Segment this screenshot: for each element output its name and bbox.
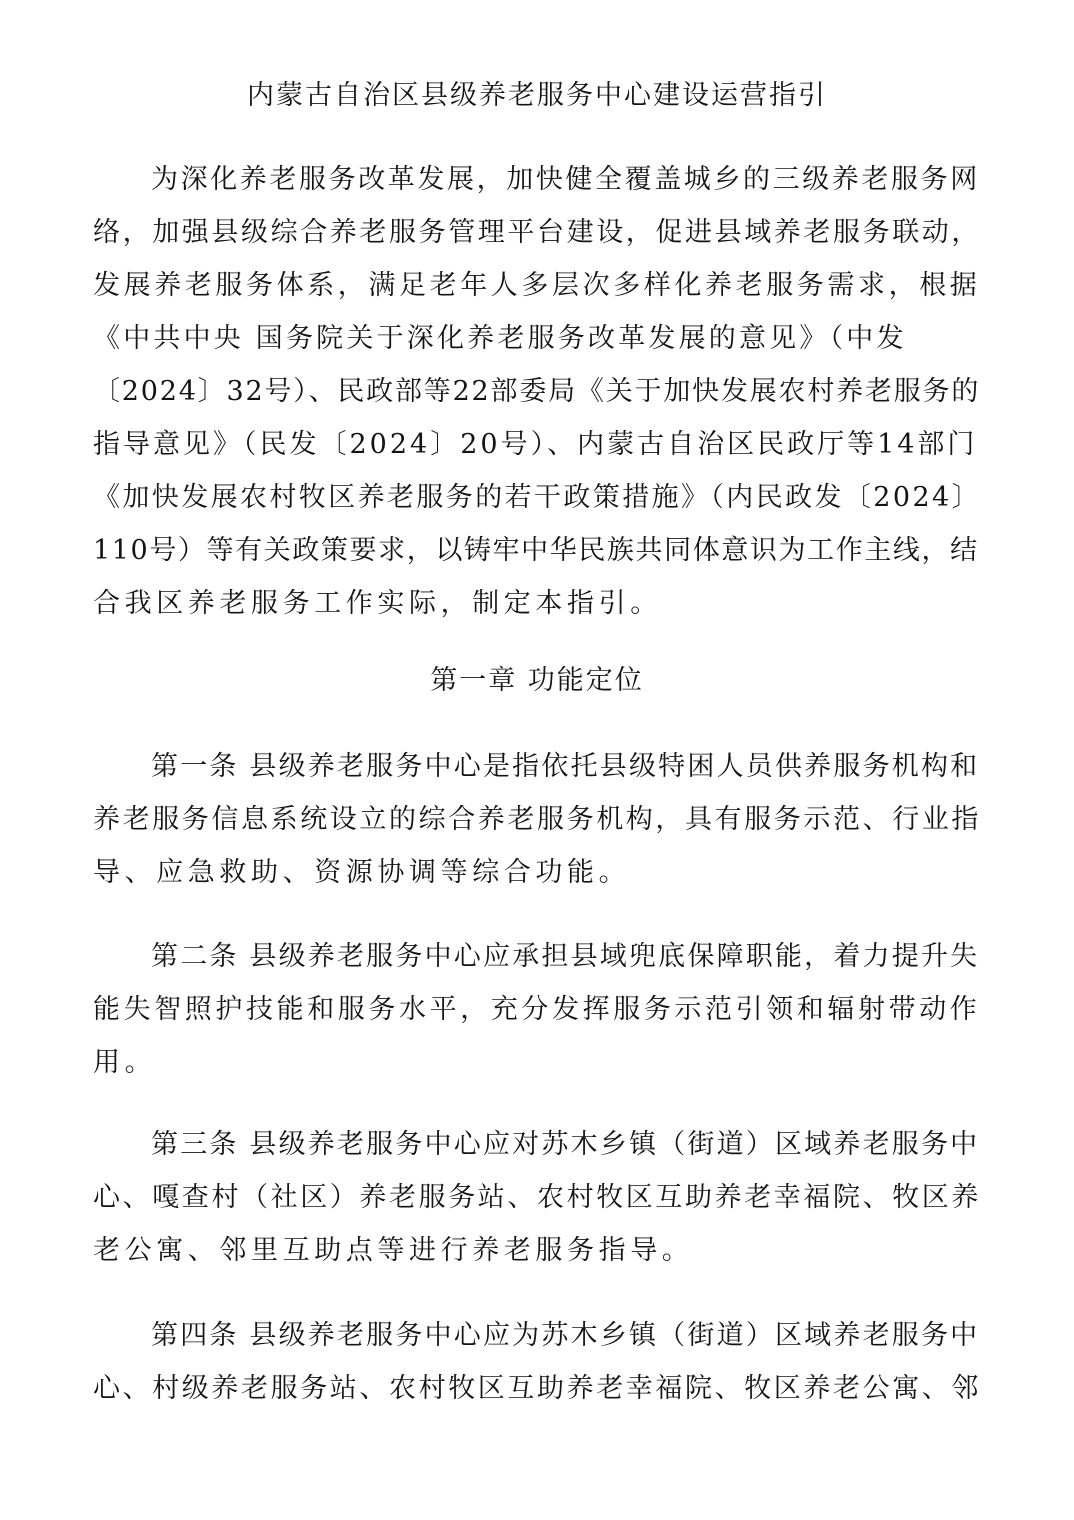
paragraph-line: 络，加强县级综合养老服务管理平台建设，促进县域养老服务联动， xyxy=(93,217,981,248)
article-4 xyxy=(93,1309,983,1415)
article-1 xyxy=(93,740,983,899)
paragraph-line: 第四条 县级养老服务中心应为苏木乡镇（街道）区域养老服务中 xyxy=(151,1320,980,1351)
article-2 xyxy=(93,930,983,1089)
document-title: 内蒙古自治区县级养老服务中心建设运营指引 xyxy=(247,80,827,111)
paragraph-line: 第三条 县级养老服务中心应对苏木乡镇（街道）区域养老服务中 xyxy=(151,1129,980,1160)
article-3 xyxy=(93,1118,983,1277)
paragraph-line: 《加快发展农村牧区养老服务的若干政策措施》（内民政发〔2024〕 xyxy=(93,482,982,513)
paragraph-line: 发展养老服务体系，满足老年人多层次多样化养老服务需求，根据 xyxy=(93,270,981,301)
paragraph-line: 第二条 县级养老服务中心应承担县域兜底保障职能，着力提升失 xyxy=(151,941,980,972)
paragraph-line: 为深化养老服务改革发展，加快健全覆盖城乡的三级养老服务网 xyxy=(151,164,980,195)
paragraph-line: 《中共中央 国务院关于深化养老服务改革发展的意见》（中发 xyxy=(93,323,907,354)
paragraph-line: 能失智照护技能和服务水平，充分发挥服务示范引领和辐射带动作 xyxy=(93,994,981,1025)
paragraph-line: 合我区养老服务工作实际，制定本指引。 xyxy=(93,588,662,619)
paragraph-line: 养老服务信息系统设立的综合养老服务机构，具有服务示范、行业指 xyxy=(93,804,981,835)
paragraph-line: 用。 xyxy=(93,1047,157,1078)
paragraph-line: 导、应急救助、资源协调等综合功能。 xyxy=(93,857,631,888)
paragraph-line: 〔2024〕32号）、民政部等22部委局《关于加快发展农村养老服务的 xyxy=(93,376,981,407)
paragraph-line: 第一条 县级养老服务中心是指依托县级特困人员供养服务机构和 xyxy=(151,751,980,782)
paragraph-line: 心、村级养老服务站、农村牧区互助养老幸福院、牧区养老公寓、邻 xyxy=(93,1373,981,1404)
paragraph-line: 心、嘎查村（社区）养老服务站、农村牧区互助养老幸福院、牧区养 xyxy=(93,1182,981,1213)
intro-paragraph xyxy=(93,153,983,630)
chapter-heading: 第一章 功能定位 xyxy=(430,665,644,696)
paragraph-line: 110号）等有关政策要求，以铸牢中华民族共同体意识为工作主线，结 xyxy=(93,535,979,566)
paragraph-line: 指导意见》（民发〔2024〕20号）、内蒙古自治区民政厅等14部门 xyxy=(93,429,978,460)
paragraph-line: 老公寓、邻里互助点等进行养老服务指导。 xyxy=(93,1235,694,1266)
